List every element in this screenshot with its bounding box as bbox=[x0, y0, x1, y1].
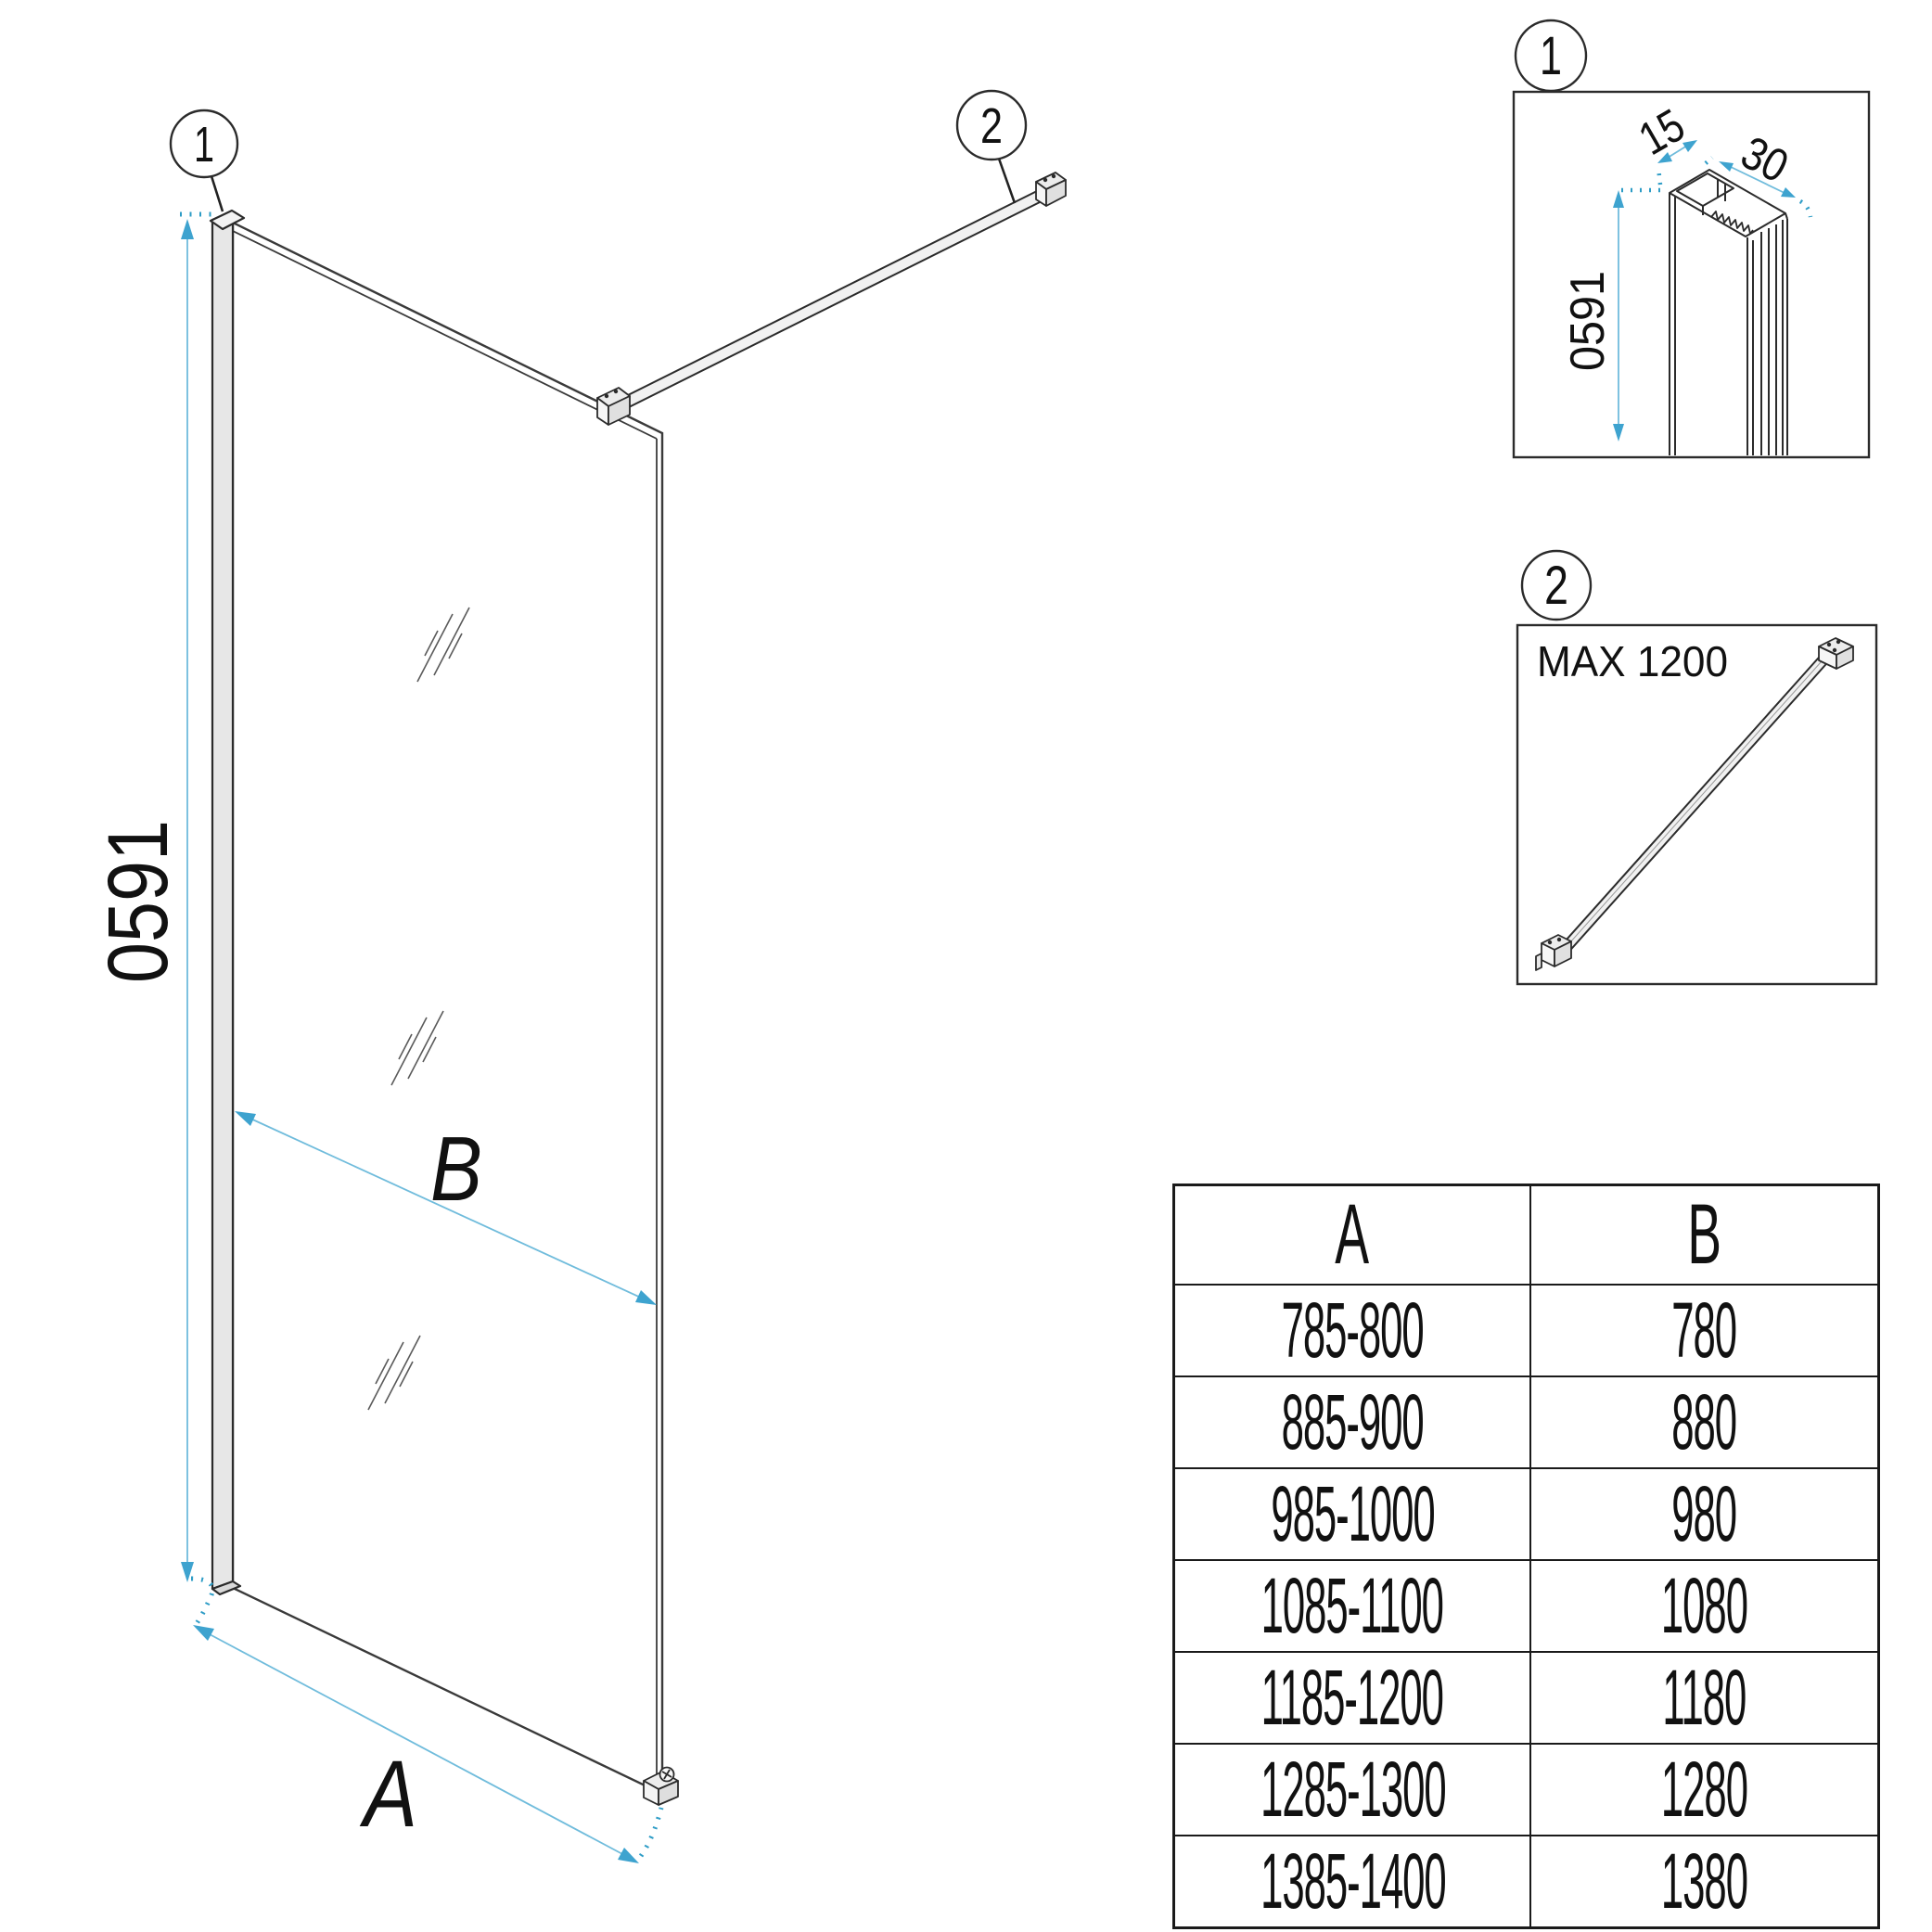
cell-b: 1080 bbox=[1530, 1560, 1879, 1652]
extension-dots bbox=[641, 1808, 661, 1856]
screw-hole bbox=[1052, 174, 1056, 178]
height-dim-label: 0591 bbox=[91, 793, 186, 983]
cell-a: 885-900 bbox=[1174, 1376, 1531, 1468]
screw-hole bbox=[1548, 940, 1552, 944]
callout-2-number: 2 bbox=[980, 98, 1003, 154]
support-bar-body bbox=[613, 188, 1047, 413]
cell-b: 1180 bbox=[1530, 1652, 1879, 1744]
wall-bracket bbox=[1036, 173, 1066, 206]
cell-a: 1385-1400 bbox=[1174, 1836, 1531, 1928]
detail-1-callout-badge bbox=[1516, 20, 1586, 91]
cell-b: 780 bbox=[1530, 1285, 1879, 1376]
cell-b: 1280 bbox=[1530, 1744, 1879, 1836]
dimension-height-1950 bbox=[91, 214, 214, 1625]
detail-1-height-label: 0591 bbox=[1561, 263, 1615, 371]
glass-width-label: B bbox=[430, 1118, 482, 1220]
extension-dots bbox=[191, 1579, 212, 1625]
width-label: A bbox=[358, 1741, 417, 1847]
main-drawing bbox=[91, 91, 1066, 1863]
detail-2 bbox=[1517, 551, 1876, 984]
detail-1 bbox=[1514, 20, 1869, 457]
detail-1-depth-label: 15 bbox=[1630, 94, 1701, 166]
table-row bbox=[1174, 1652, 1879, 1744]
size-table bbox=[1172, 1184, 1880, 1929]
callout-1-number: 1 bbox=[194, 117, 214, 173]
support-bar bbox=[597, 173, 1066, 425]
size-table-header-row bbox=[1174, 1185, 1879, 1286]
max-length-label: MAX 1200 bbox=[1537, 637, 1728, 685]
cell-a: 785-800 bbox=[1174, 1285, 1531, 1376]
arrow-up-icon bbox=[181, 219, 194, 239]
glass-outline bbox=[233, 223, 662, 1794]
screw-hole bbox=[605, 394, 608, 398]
screw-hole bbox=[1833, 648, 1836, 652]
col-header-a: A bbox=[1174, 1185, 1531, 1286]
detail-1-number: 1 bbox=[1540, 26, 1562, 86]
cell-b: 980 bbox=[1530, 1468, 1879, 1560]
cell-a: 1085-1100 bbox=[1174, 1560, 1531, 1652]
table-row bbox=[1174, 1376, 1879, 1468]
cell-b: 1380 bbox=[1530, 1836, 1879, 1928]
screw-hole bbox=[614, 390, 618, 393]
glass-panel bbox=[233, 223, 662, 1794]
wall-profile-body bbox=[212, 211, 233, 1589]
table-row bbox=[1174, 1285, 1879, 1376]
table-row bbox=[1174, 1744, 1879, 1836]
screw-hole bbox=[1836, 640, 1840, 644]
callout-2-badge bbox=[957, 91, 1026, 203]
table-row bbox=[1174, 1468, 1879, 1560]
arrow-icon bbox=[618, 1848, 639, 1863]
cap-flange bbox=[1536, 953, 1542, 970]
cell-a: 1285-1300 bbox=[1174, 1744, 1531, 1836]
callout-1-badge bbox=[171, 110, 237, 211]
cell-a: 1185-1200 bbox=[1174, 1652, 1531, 1744]
screw-hole bbox=[1043, 178, 1047, 182]
table-row bbox=[1174, 1836, 1879, 1928]
cell-a: 985-1000 bbox=[1174, 1468, 1531, 1560]
cell-b: 880 bbox=[1530, 1376, 1879, 1468]
arrow-icon bbox=[193, 1625, 214, 1641]
col-header-b: B bbox=[1530, 1185, 1879, 1286]
detail-2-number: 2 bbox=[1544, 556, 1568, 616]
table-row bbox=[1174, 1560, 1879, 1652]
screw-hole bbox=[1557, 938, 1561, 941]
screw-hole bbox=[1827, 643, 1831, 646]
detail-1-width-label: 30 bbox=[1733, 126, 1803, 197]
detail-2-callout-badge bbox=[1522, 551, 1591, 620]
